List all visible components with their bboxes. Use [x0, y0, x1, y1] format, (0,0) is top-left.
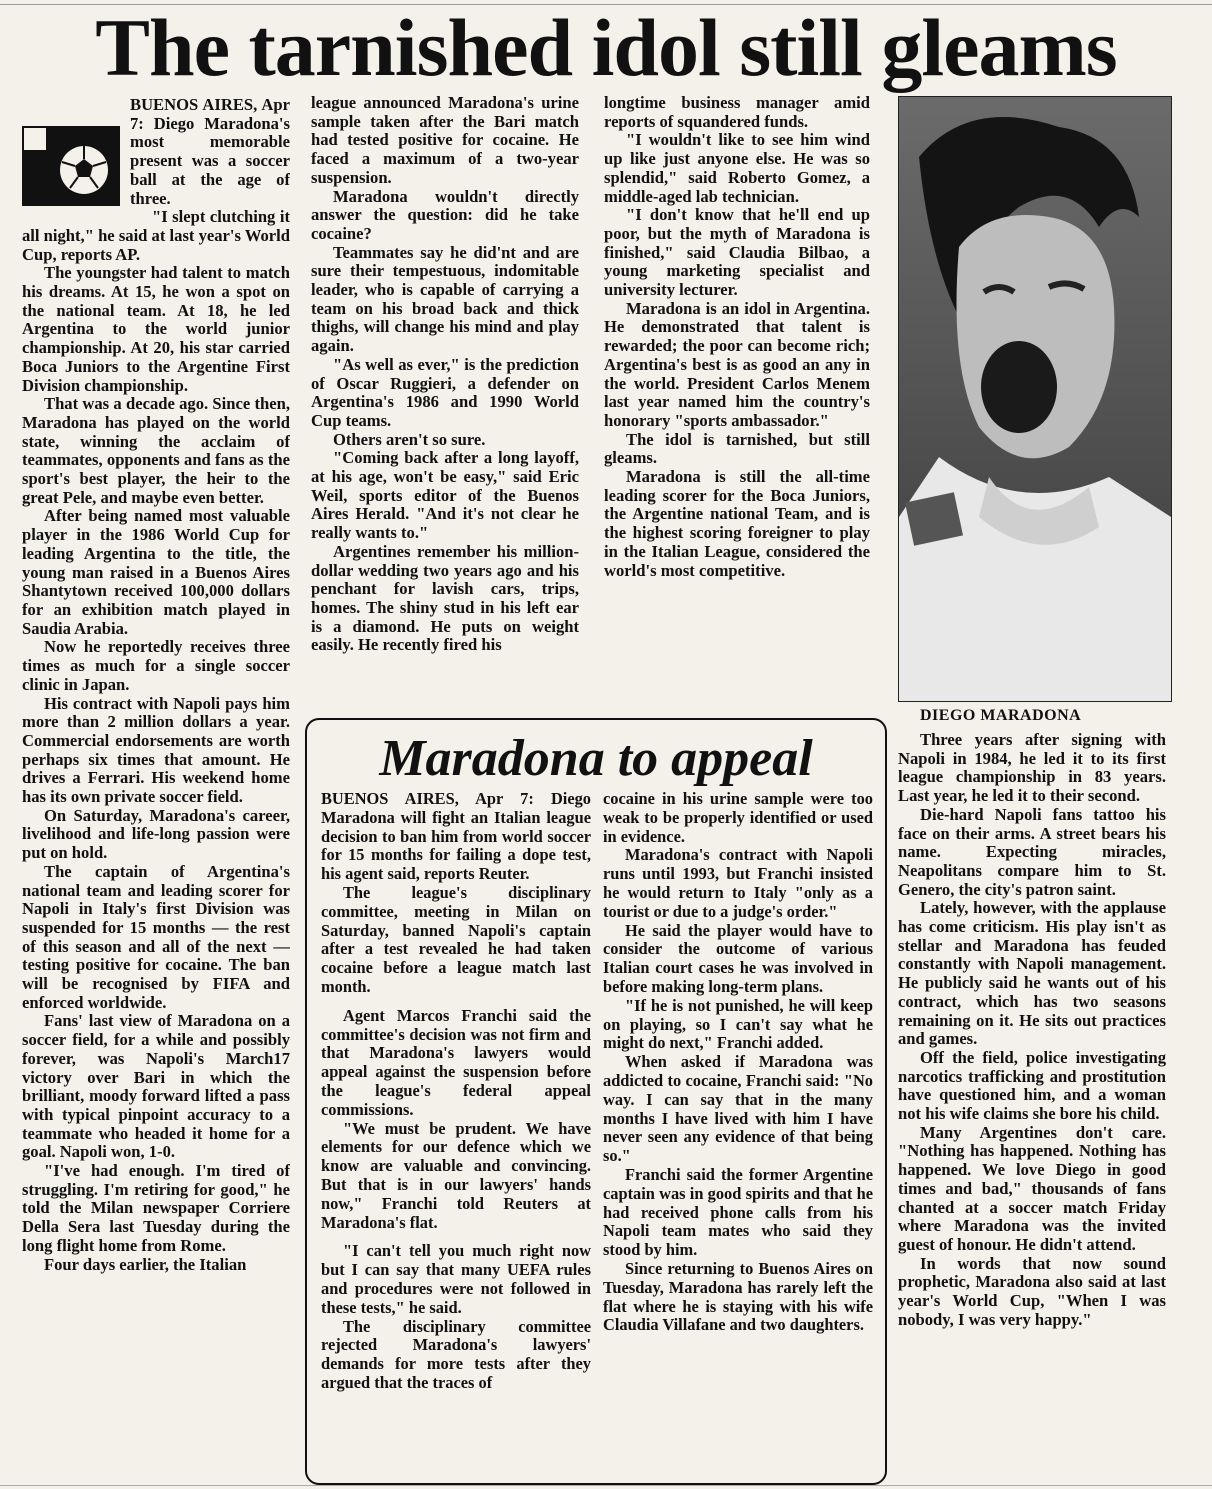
paragraph: Maradona is still the all-time leading scorer for the Boca Juniors, the Argentine national Team, and is the highest scoring foreigner to play in the Italian League, considered the world's most competitive.	[604, 467, 870, 580]
paragraph: After being named most valuable player in the 1986 World Cup for leading Argentina to the title, the young man raised in a Buenos Aires Shantytown received 100,000 dollars for an exhibition match played in Saudia Arabia.	[22, 506, 290, 638]
paragraph: Three years after signing with Napoli in 1984, he led it to its first league championship in 83 years. Last year, he led it to their second.	[898, 731, 1166, 806]
paragraph: "I don't know that he'll end up poor, but the myth of Maradona is finished," said Claudia Bilbao, a young marketing specialist and university lecturer.	[604, 205, 870, 300]
main-story-column-4	[898, 731, 1166, 1483]
paragraph: The disciplinary committee rejected Maradona's lawyers' demands for more tests after they argued that the traces of	[321, 1316, 591, 1392]
soccer-ball-icon	[22, 126, 120, 206]
paragraph: Many Argentines don't care. "Nothing has happened. Nothing has happened. We love Diego in good times and bad," thousands of fans chanted at a soccer match Friday where Maradona was the invited guest of honour. He didn't attend.	[898, 1122, 1166, 1254]
paragraph: Maradona is an idol in Argentina. He demonstrated that talent is rewarded; the poor can become rich; Argentina's best is as good an any in the world. President Carlos Menem last year named him the country's honorary "sports ambassador."	[604, 298, 870, 430]
paragraph: Die-hard Napoli fans tattoo his face on their arms. A street bears his name. Expecting miracles, Neapolitans compare him to St. Genero, the city's patron saint.	[898, 804, 1166, 899]
paragraph: The captain of Argentina's national team and leading scorer for Napoli in Italy's first Division was suspended for 15 months — the rest of this season and all of the next — testing positive for cocaine. The ban will be recognised by FIFA and enforced worldwide.	[22, 861, 290, 1012]
paragraph: Off the field, police investigating narcotics trafficking and prostitution have questioned him, and a woman not his wife claims she bore his child.	[898, 1047, 1166, 1124]
paragraph: cocaine in his urine sample were too weak to be properly identified or used in evidence.	[603, 790, 873, 846]
paragraph: Maradona's contract with Napoli runs until 1993, but Franchi insisted he would return to Italy "only as a tourist or due to a judge's order."	[603, 845, 873, 921]
paragraph: "I've had enough. I'm tired of struggling. I'm retiring for good," he told the Milan newspaper Corriere Della Sera last Tuesday during the long flight home from Rome.	[22, 1161, 290, 1255]
sidebar-column-1	[321, 790, 591, 1476]
paragraph: Since returning to Buenos Aires on Tuesday, Maradona has rarely left the flat where he is staying with his wife Claudia Villafane and two daughters.	[603, 1258, 873, 1335]
main-story-column-1	[22, 96, 290, 1481]
paragraph: Agent Marcos Franchi said the committee's decision was not firm and that Maradona's lawyers would appeal against the suspension before the league's federal appeal commissions.	[321, 1005, 591, 1119]
paragraph: Diego Maradona will fight an Italian league decision to ban him from world soccer for 15 months for failing a dope test, his agent said, reports Reuter.	[321, 790, 591, 884]
paragraph: "Coming back after a long layoff, at his age, won't be easy," said Eric Weil, sports editor of the Buenos Aires Herald. "And it's not clear he really wants to."	[311, 448, 579, 543]
paragraph: Others aren't so sure.	[333, 429, 486, 449]
paragraph: On Saturday, Maradona's career, livelihood and life-long passion were put on hold.	[22, 805, 290, 863]
main-story-column-3	[604, 94, 870, 712]
paragraph: Argentines remember his million-dollar wedding two years ago and his penchant for lavish cars, trips, homes. The shiny stud in his left ear is a diamond. He puts on weight easily. He recently fired his	[311, 541, 579, 655]
paragraph: "As well as ever," is the prediction of Oscar Ruggieri, a defender on Argentina's 1986 and 1990 World Cup teams.	[311, 354, 579, 430]
paragraph: His contract with Napoli pays him more than 2 million dollars a year. Commercial endorsements are worth perhaps six times that amount. He drives a Ferrari. His weekend home has its own private soccer field.	[22, 693, 290, 807]
paragraph: He said the player would have to consider the outcome of various Italian court cases he was involved in before making long-term plans.	[603, 920, 873, 996]
paragraph: The league's disciplinary committee, meeting in Milan on Saturday, banned Napoli's captain after a test revealed he had taken cocaine before a league match last month.	[321, 882, 591, 996]
paragraph: In words that now sound prophetic, Maradona also said at last year's World Cup, "When I was nobody, I was very happy."	[898, 1253, 1166, 1329]
photo-caption: DIEGO MARADONA	[920, 707, 1082, 724]
paragraph: When asked if Maradona was addicted to cocaine, Franchi said: "No way. I can say that in the many months I have lived with him I have never seen any evidence of that being so."	[603, 1052, 873, 1166]
paragraph: Now he reportedly receives three times as much for a single soccer clinic in Japan.	[22, 637, 290, 694]
paragraph: "If he is not punished, he will keep on playing, so I can't say what he might do next," Franchi added.	[603, 995, 873, 1053]
bottom-rule	[0, 1485, 1212, 1486]
maradona-photo	[898, 96, 1172, 702]
paragraph: Franchi said the former Argentine captain was in good spirits and that he had received phone calls from his Napoli team mates who said they stood by him.	[603, 1164, 873, 1260]
paragraph: league announced Maradona's urine sample taken after the Bari match had tested positive for cocaine. He faced a maximum of a two-year suspension.	[311, 94, 579, 187]
paragraph: longtime business manager amid reports of squandered funds.	[604, 94, 870, 131]
paragraph: The youngster had talent to match his dreams. At 15, he won a spot on the national team. At 18, he led Argentina to the world junior championship. At 20, his star carried Boca Juniors to the Argentine First Division championship.	[22, 263, 290, 395]
paragraph: Lately, however, with the applause has come criticism. His play isn't as stellar and Maradona has feuded constantly with Napoli management. He publicly said he wants out of his contract, which has two seasons remaining on it. He sits out practices and games.	[898, 898, 1166, 1049]
dateline: BUENOS AIRES, Apr 7:	[130, 96, 290, 133]
paragraph: "I can't tell you much right now but I can say that many UEFA rules and procedures were not followed in these tests," he said.	[321, 1241, 591, 1317]
paragraph: "I wouldn't like to see him wind up like just anyone else. He was so splendid," said Roberto Gomez, a middle-aged lab technician.	[604, 130, 870, 206]
headline: The tarnished idol still gleams	[95, 2, 1117, 93]
paragraph: "I slept clutching it all night," he said at last year's World Cup, reports AP.	[22, 207, 290, 264]
paragraph: The idol is tarnished, but still gleams.	[604, 429, 870, 468]
sidebar-dateline: BUENOS AIRES, Apr 7:	[321, 790, 534, 808]
sidebar-title: Maradona to appeal	[379, 730, 813, 787]
paragraph: Maradona wouldn't directly answer the question: did he take cocaine?	[311, 186, 579, 243]
paragraph: Four days earlier, the Italian	[44, 1254, 247, 1274]
paragraph: Teammates say he did'nt and are sure their tempestuous, indomitable leader, who is capable of carrying a team on his broad back and thick thighs, will change his mind and play again.	[311, 242, 579, 356]
paragraph: Diego Maradona's most memorable present was a soccer ball at the age of three.	[130, 113, 290, 208]
paragraph: "We must be prudent. We have elements for our defence which we know are valuable and convincing. But that is in our lawyers' hands now," Franchi told Reuters at Maradona's flat.	[321, 1118, 591, 1232]
sidebar-story-box	[305, 718, 887, 1485]
paragraph: That was a decade ago. Since then, Maradona has played on the world state, winning the acclaim of teammates, opponents and fans as the sport's best player, the heir to the great Pele, and maybe even better.	[22, 394, 290, 507]
sidebar-column-2	[603, 790, 873, 1476]
main-story-column-2	[311, 94, 579, 712]
paragraph: Fans' last view of Maradona on a soccer field, for a while and possibly forever, was Napoli's March17 victory over Bari in which the brilliant, moody forward lifted a pass with typical pinpoint accuracy to a teammate who headed it home for a goal. Napoli won, 1-0.	[22, 1011, 290, 1162]
